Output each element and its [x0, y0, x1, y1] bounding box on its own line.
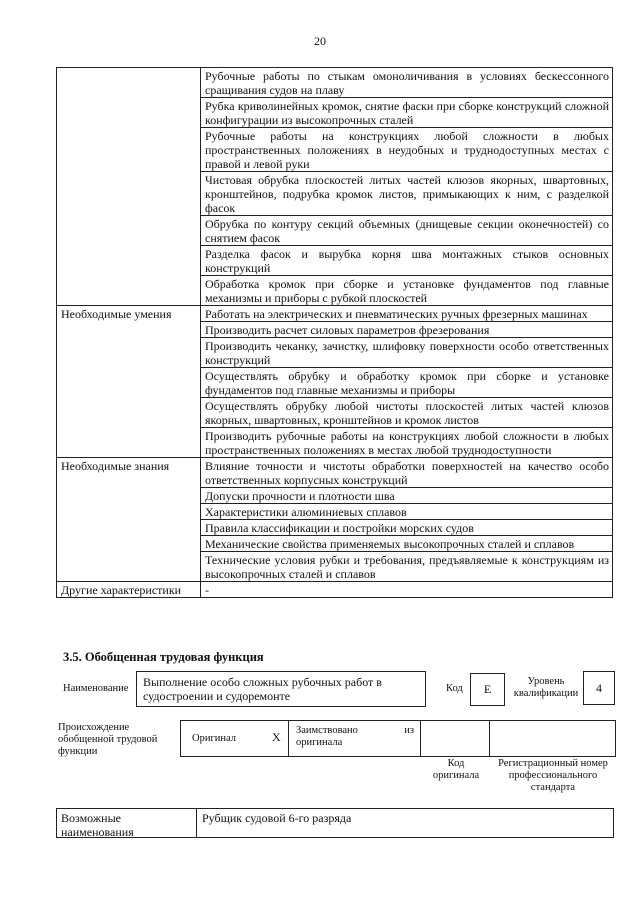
table-cell: Производить расчет силовых параметров фрезерования: [201, 322, 613, 338]
page-number: 20: [314, 34, 326, 48]
row-label: [57, 68, 201, 306]
table-row: [57, 306, 613, 322]
table-cell: Производить рубочные работы на конструкциях любой сложности в любых пространственных положениях в местах любой труднодоступности: [201, 428, 613, 458]
code-box: [470, 673, 505, 706]
original-mark: X: [272, 730, 281, 744]
table-row: [57, 68, 613, 98]
table-cell: Обработка кромок при сборке и установке фундаментов под главные механизмы и приборы с рубкой плоскостей: [201, 276, 613, 306]
function-name-box: [136, 671, 426, 707]
code-value: E: [483, 682, 492, 696]
table-cell: Технические условия рубки и требования, предъявляемые к конструкциям из высокопрочных сталей и сплавов: [201, 552, 613, 582]
names-label: Возможные наименования: [61, 811, 134, 839]
row-label: Необходимые знания: [57, 458, 201, 582]
table-cell: -: [201, 582, 613, 598]
reg-number-caption: Регистрационный номер профессионального стандарта: [498, 758, 608, 793]
table-cell: Правила классификации и постройки морских судов: [201, 520, 613, 536]
section-title: 3.5. Обобщенная трудовая функция: [63, 650, 264, 664]
level-label: Уровень квалификации: [513, 676, 579, 699]
level-box: [583, 671, 615, 705]
code-label: Код: [446, 683, 463, 694]
table-cell: Чистовая обрубка плоскостей литых частей клюзов якорных, швартовных, кронштейнов, подрубка кромок листов, примыкающих к ним, с разделкой фасок: [201, 172, 613, 216]
table-cell: Производить чеканку, зачистку, шлифовку поверхности особо ответственных конструкций: [201, 338, 613, 368]
skills-table: [56, 67, 613, 598]
table-cell: Осуществлять обрубку и обработку кромок при сборке и установке фундаментов под главные механизмы и приборы: [201, 368, 613, 398]
table-cell: Влияние точности и чистоты обработки поверхностей на качество особо ответственных корпусных конструкций: [201, 458, 613, 488]
table-row: [57, 458, 613, 488]
names-value: Рубщик судовой 6-го разряда: [202, 811, 352, 825]
table-cell: Рубочные работы по стыкам омоноличивания в условиях бескессонного сращивания судов на плаву: [201, 68, 613, 98]
table-row: [57, 582, 613, 598]
table-cell: Характеристики алюминиевых сплавов: [201, 504, 613, 520]
function-name-value: Выполнение особо сложных рубочных работ в судостроении и судоремонте: [143, 675, 382, 703]
table-cell: Механические свойства применяемых высокопрочных сталей и сплавов: [201, 536, 613, 552]
table-cell: Работать на электрических и пневматических ручных фрезерных машинах: [201, 306, 613, 322]
origin-label: Происхождение обобщенной трудовой функции: [58, 722, 158, 757]
table-cell: Обрубка по контуру секций объемных (днищевые секции оконечностей) со снятием фасок: [201, 216, 613, 246]
table-cell: Рубка криволинейных кромок, снятие фаски при сборке конструкций сложной конфигурации из высокопрочных сталей: [201, 98, 613, 128]
names-box: [56, 808, 614, 838]
code-original-caption: Код оригинала: [432, 758, 480, 781]
row-label: Другие характеристики: [57, 582, 201, 598]
table-cell: Допуски прочности и плотности шва: [201, 488, 613, 504]
row-label: Необходимые умения: [57, 306, 201, 458]
table-cell: Рубочные работы на конструкциях любой сложности в любых пространственных положениях в неудобных и труднодоступных местах с правой и левой руки: [201, 128, 613, 172]
name-label: Наименование: [63, 683, 129, 694]
level-value: 4: [596, 681, 602, 695]
table-cell: Осуществлять обрубку любой чистоты плоскостей литых частей клюзов якорных, швартовных, кронштейнов и кромок листов: [201, 398, 613, 428]
original-label: Оригинал: [192, 733, 236, 744]
borrowed-label: Заимствовано из оригинала: [296, 725, 414, 748]
table-cell: Разделка фасок и вырубка корня шва монтажных стыков основных конструкций: [201, 246, 613, 276]
